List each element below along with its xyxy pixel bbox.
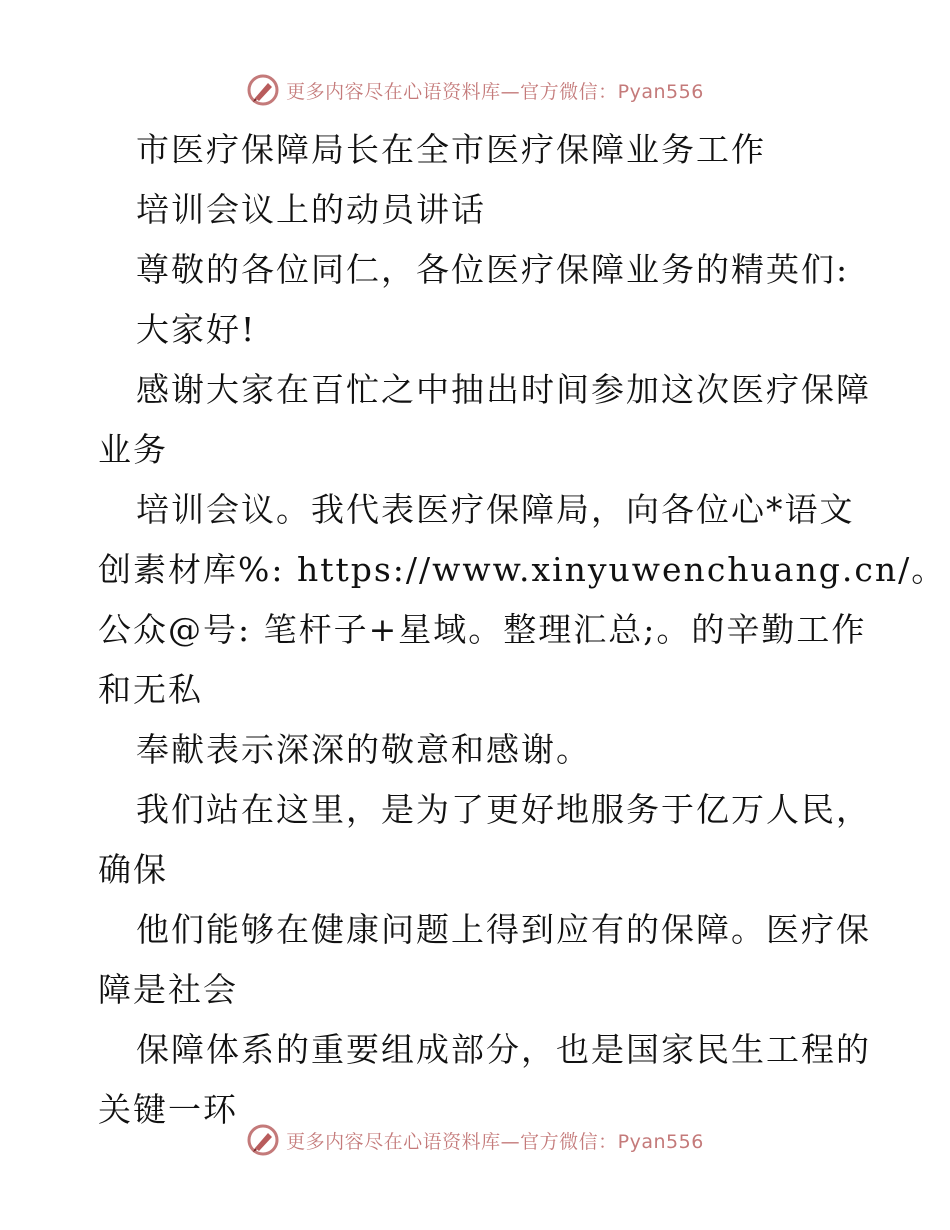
pen-logo-icon (246, 1123, 280, 1157)
watermark-text: 更多内容尽在心语资料库—官方微信：Pyan556 (286, 80, 704, 103)
paragraph-line: 感谢大家在百忙之中抽出时间参加这次医疗保障 (136, 370, 871, 409)
document-body (98, 120, 947, 1140)
paragraph-line: 保障体系的重要组成部分，也是国家民生工程的 (136, 1030, 871, 1069)
paragraph-line: 障是社会 (98, 970, 238, 1009)
title-line-1: 市医疗保障局长在全市医疗保障业务工作 (136, 130, 766, 169)
paragraph-line: 确保 (98, 850, 168, 889)
title-line-2: 培训会议上的动员讲话 (136, 190, 486, 229)
paragraph-line: 创素材库%: https://www.xinyuwenchuang.cn/。 (98, 550, 947, 589)
paragraph-line: 关键一环 (98, 1090, 238, 1129)
greeting-line: 大家好! (136, 310, 257, 349)
header-watermark (0, 70, 950, 110)
salutation-line: 尊敬的各位同仁，各位医疗保障业务的精英们: (136, 250, 850, 289)
paragraph-line: 业务 (98, 430, 168, 469)
paragraph-line: 奉献表示深深的敬意和感谢。 (136, 730, 591, 769)
paragraph-line: 我们站在这里，是为了更好地服务于亿万人民， (136, 790, 871, 829)
paragraph-line: 和无私 (98, 670, 203, 709)
paragraph-line: 培训会议。我代表医疗保障局，向各位心*语文 (136, 490, 855, 529)
paragraph-line: 他们能够在健康问题上得到应有的保障。医疗保 (136, 910, 871, 949)
watermark-text: 更多内容尽在心语资料库—官方微信：Pyan556 (286, 1130, 704, 1153)
pen-logo-icon (246, 73, 280, 107)
footer-watermark (0, 1120, 950, 1160)
paragraph-line: 公众@号: 笔杆子+星域。整理汇总;。的辛勤工作 (98, 610, 867, 649)
